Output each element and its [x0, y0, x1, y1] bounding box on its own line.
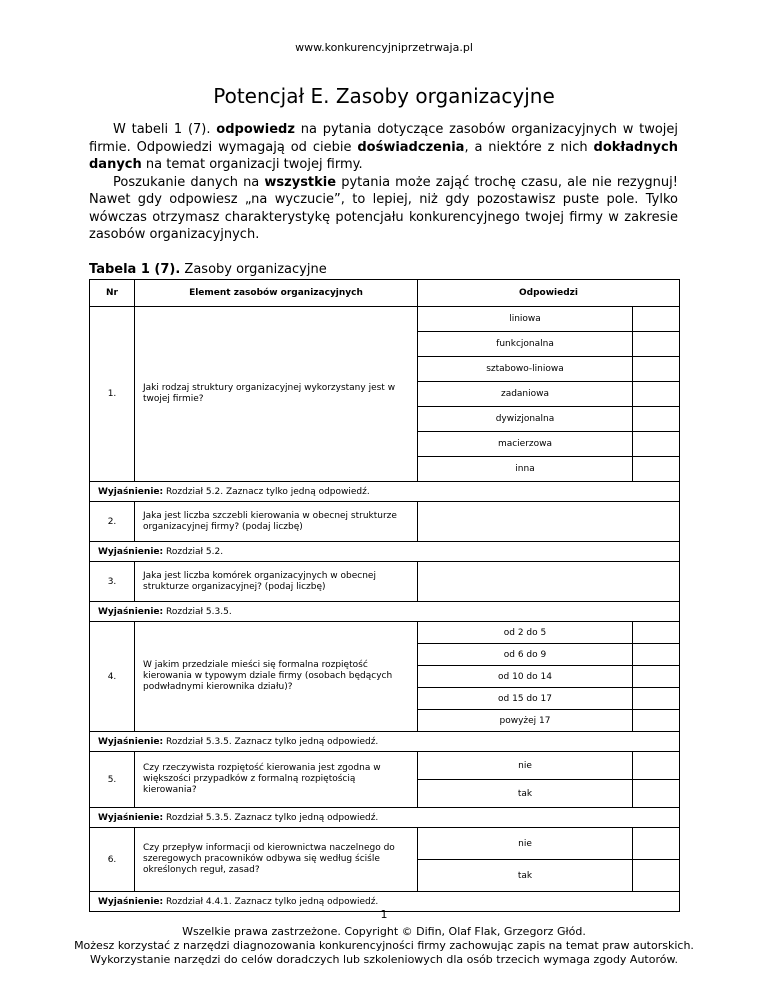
table-caption: Tabela 1 (7). Zasoby organizacyjne [89, 262, 327, 277]
question-text: W jakim przedziale mieści się formalna rozpiętość kierowania w typowym dziale firmy (osobach będących podwładnymi kierownika działu)? [135, 622, 418, 732]
question-number: 6. [90, 828, 135, 892]
intro-paragraph-2: Poszukanie danych na wszystkie pytania może zająć trochę czasu, ale nie rezygnuj! Nawet gdy odpowiesz „na wyczucie”, to lepiej, niż gdy pozostawisz puste pole. Tylko wówczas otrzymasz charakterystykę potencjału konkurencyjnego twojej firmy w zakresie zasobów organizacyjnych. [89, 174, 678, 242]
page-header-url: www.konkurencyjniprzetrwaja.pl [295, 41, 473, 54]
question-number: 5. [90, 752, 135, 808]
answer-checkbox[interactable] [633, 860, 680, 892]
answer-option: inna [418, 457, 633, 482]
answer-option: od 10 do 14 [418, 666, 633, 688]
explanation-row: Wyjaśnienie: Rozdział 5.2. [90, 542, 680, 562]
answer-option: powyżej 17 [418, 710, 633, 732]
answer-option: liniowa [418, 307, 633, 332]
question-text: Czy przepływ informacji od kierownictwa naczelnego do szeregowych pracowników odbywa się według ściśle określonych reguł, zasad? [135, 828, 418, 892]
header-answers: Odpowiedzi [418, 280, 680, 307]
copyright-footer [0, 925, 768, 967]
answer-option: od 2 do 5 [418, 622, 633, 644]
answer-checkbox[interactable] [633, 382, 680, 407]
answer-input[interactable] [418, 562, 680, 602]
table-row [90, 307, 680, 332]
question-number: 2. [90, 502, 135, 542]
answer-option: funkcjonalna [418, 332, 633, 357]
page-title: Potencjał E. Zasoby organizacyjne [213, 84, 555, 108]
question-text: Czy rzeczywista rozpiętość kierowania jest zgodna w większości przypadków z formalną rozpiętością kierowania? [135, 752, 418, 808]
table-row [90, 752, 680, 780]
answer-input[interactable] [418, 502, 680, 542]
answer-option: macierzowa [418, 432, 633, 457]
question-number: 3. [90, 562, 135, 602]
answer-option: od 6 do 9 [418, 644, 633, 666]
answer-checkbox[interactable] [633, 780, 680, 808]
answer-option: dywizjonalna [418, 407, 633, 432]
answer-option: tak [418, 780, 633, 808]
page-number: 1 [380, 908, 388, 921]
answer-option: tak [418, 860, 633, 892]
table-row [90, 828, 680, 860]
answer-checkbox[interactable] [633, 432, 680, 457]
table-row [90, 562, 680, 602]
answer-checkbox[interactable] [633, 357, 680, 382]
answer-checkbox[interactable] [633, 710, 680, 732]
answer-checkbox[interactable] [633, 407, 680, 432]
answer-checkbox[interactable] [633, 752, 680, 780]
table-row [90, 502, 680, 542]
question-number: 4. [90, 622, 135, 732]
answer-option: od 15 do 17 [418, 688, 633, 710]
question-text: Jaki rodzaj struktury organizacyjnej wykorzystany jest w twojej firmie? [135, 307, 418, 482]
answer-checkbox[interactable] [633, 622, 680, 644]
question-number: 1. [90, 307, 135, 482]
question-text: Jaka jest liczba szczebli kierowania w obecnej strukturze organizacyjnej firmy? (podaj liczbę) [135, 502, 418, 542]
explanation-row: Wyjaśnienie: Rozdział 5.3.5. Zaznacz tylko jedną odpowiedź. [90, 732, 680, 752]
table-row [90, 622, 680, 644]
answer-option: sztabowo-liniowa [418, 357, 633, 382]
answer-checkbox[interactable] [633, 688, 680, 710]
explanation-row: Wyjaśnienie: Rozdział 4.4.1. Zaznacz tylko jedną odpowiedź. [90, 892, 680, 912]
answer-checkbox[interactable] [633, 457, 680, 482]
footer-line-3: Wykorzystanie narzędzi do celów doradczych lub szkoleniowych dla osób trzecich wymaga zgody Autorów. [90, 953, 678, 966]
answer-checkbox[interactable] [633, 644, 680, 666]
answer-checkbox[interactable] [633, 307, 680, 332]
footer-line-2: Możesz korzystać z narzędzi diagnozowania konkurencyjności firmy zachowując zapis na temat praw autorskich. [74, 939, 694, 952]
answer-checkbox[interactable] [633, 332, 680, 357]
footer-line-1: Wszelkie prawa zastrzeżone. Copyright © Difin, Olaf Flak, Grzegorz Głód. [182, 925, 586, 938]
question-text: Jaka jest liczba komórek organizacyjnych w obecnej strukturze organizacyjnej? (podaj liczbę) [135, 562, 418, 602]
table-header-row [90, 280, 680, 307]
answer-checkbox[interactable] [633, 828, 680, 860]
answer-option: nie [418, 752, 633, 780]
header-nr: Nr [90, 280, 135, 307]
answer-option: nie [418, 828, 633, 860]
explanation-row: Wyjaśnienie: Rozdział 5.3.5. Zaznacz tylko jedną odpowiedź. [90, 808, 680, 828]
answer-option: zadaniowa [418, 382, 633, 407]
intro-text [89, 121, 678, 244]
intro-paragraph-1: W tabeli 1 (7). odpowiedz na pytania dotyczące zasobów organizacyjnych w twojej firmie. Odpowiedzi wymagają od ciebie doświadczenia, a niektóre z nich dokładnych danych na temat organizacji twojej firmy. [89, 122, 679, 172]
resources-table [89, 279, 680, 912]
explanation-row: Wyjaśnienie: Rozdział 5.3.5. [90, 602, 680, 622]
header-element: Element zasobów organizacyjnych [135, 280, 418, 307]
answer-checkbox[interactable] [633, 666, 680, 688]
explanation-row: Wyjaśnienie: Rozdział 5.2. Zaznacz tylko jedną odpowiedź. [90, 482, 680, 502]
